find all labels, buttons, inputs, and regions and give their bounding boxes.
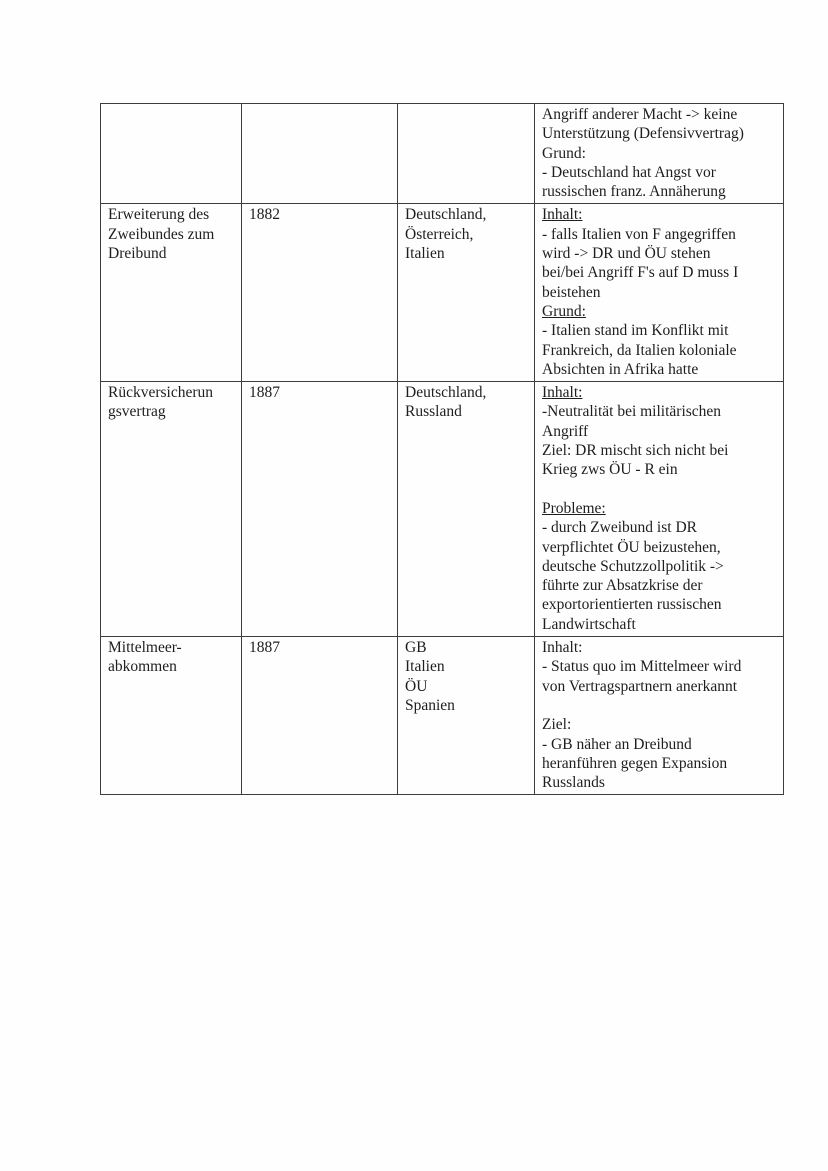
text-line: Frankreich, da Italien koloniale bbox=[542, 341, 737, 359]
text-line: Russlands bbox=[542, 774, 605, 792]
text-line: Landwirtschaft bbox=[542, 615, 636, 633]
text-line: GB bbox=[405, 639, 427, 657]
text-line: ÖU bbox=[405, 677, 428, 695]
table-row bbox=[101, 104, 784, 204]
text-line: Krieg zws ÖU - R ein bbox=[542, 461, 678, 479]
text-line: heranführen gegen Expansion bbox=[542, 754, 728, 772]
details-cell bbox=[535, 104, 784, 204]
text-line bbox=[542, 696, 779, 715]
text-line: Österreich, bbox=[405, 225, 474, 243]
text-line: verpflichtet ÖU beizustehen, bbox=[542, 538, 721, 556]
parties-cell bbox=[398, 382, 535, 637]
text-line bbox=[542, 480, 779, 499]
year-cell bbox=[242, 382, 398, 637]
year-cell bbox=[242, 637, 398, 795]
text-line: Inhalt: bbox=[542, 639, 583, 657]
details-cell bbox=[535, 382, 784, 637]
text-line: - Deutschland hat Angst vor bbox=[542, 163, 716, 181]
text-line: Ziel: DR mischt sich nicht bei bbox=[542, 442, 729, 460]
year-cell bbox=[242, 104, 398, 204]
table-row bbox=[101, 637, 784, 795]
treaty-name-cell bbox=[101, 382, 242, 637]
table-row bbox=[101, 382, 784, 637]
text-line: gsvertrag bbox=[108, 403, 166, 421]
text-line: - Italien stand im Konflikt mit bbox=[542, 322, 729, 340]
text-line: abkommen bbox=[108, 658, 177, 676]
text-line: Deutschland, bbox=[405, 206, 487, 224]
text-line: deutsche Schutzzollpolitik -> bbox=[542, 557, 724, 575]
text-line: - GB näher an Dreibund bbox=[542, 735, 692, 753]
parties-cell bbox=[398, 104, 535, 204]
text-line: 1882 bbox=[249, 206, 280, 224]
text-line: - Status quo im Mittelmeer wird bbox=[542, 658, 742, 676]
text-line: Angriff anderer Macht -> keine bbox=[542, 106, 738, 123]
text-line: von Vertragspartnern anerkannt bbox=[542, 677, 738, 695]
text-line: Rückversicherun bbox=[108, 384, 214, 402]
text-line: - falls Italien von F angegriffen bbox=[542, 225, 736, 243]
text-line: Grund: bbox=[542, 302, 586, 320]
year-cell bbox=[242, 204, 398, 382]
treaty-name-cell bbox=[101, 637, 242, 795]
text-line: wird -> DR und ÖU stehen bbox=[542, 245, 711, 263]
text-line: Zweibundes zum bbox=[108, 225, 215, 243]
text-line: bei/bei Angriff F's auf D muss I bbox=[542, 264, 739, 282]
text-line: Absichten in Afrika hatte bbox=[542, 360, 699, 378]
text-line: Italien bbox=[405, 245, 445, 263]
text-line: Mittelmeer- bbox=[108, 639, 182, 657]
details-cell bbox=[535, 637, 784, 795]
text-line: führte zur Absatzkrise der bbox=[542, 577, 703, 595]
text-line: - durch Zweibund ist DR bbox=[542, 519, 697, 537]
text-line: Russland bbox=[405, 403, 462, 421]
details-cell bbox=[535, 204, 784, 382]
text-line: Italien bbox=[405, 658, 445, 676]
text-line: Angriff bbox=[542, 422, 589, 440]
text-line: Grund: bbox=[542, 144, 586, 162]
table-row bbox=[101, 204, 784, 382]
text-line: Spanien bbox=[405, 696, 455, 714]
parties-cell bbox=[398, 204, 535, 382]
text-line: 1887 bbox=[249, 384, 280, 402]
text-line: beistehen bbox=[542, 283, 601, 301]
text-line: Inhalt: bbox=[542, 384, 583, 402]
parties-cell bbox=[398, 637, 535, 795]
text-line: Erweiterung des bbox=[108, 206, 210, 224]
text-line: -Neutralität bei militärischen bbox=[542, 403, 722, 421]
treaty-name-cell bbox=[101, 204, 242, 382]
text-line: Unterstützung (Defensivvertrag) bbox=[542, 125, 744, 143]
text-line: Deutschland, bbox=[405, 384, 487, 402]
text-line: russischen franz. Annäherung bbox=[542, 183, 726, 201]
treaty-name-cell bbox=[101, 104, 242, 204]
text-line: Inhalt: bbox=[542, 206, 583, 224]
text-line: 1887 bbox=[249, 639, 280, 657]
treaties-table-body bbox=[101, 104, 784, 795]
text-line: Probleme: bbox=[542, 499, 606, 517]
text-line: Ziel: bbox=[542, 716, 572, 734]
text-line: exportorientierten russischen bbox=[542, 596, 722, 614]
treaties-table bbox=[100, 103, 784, 795]
text-line: Dreibund bbox=[108, 245, 167, 263]
